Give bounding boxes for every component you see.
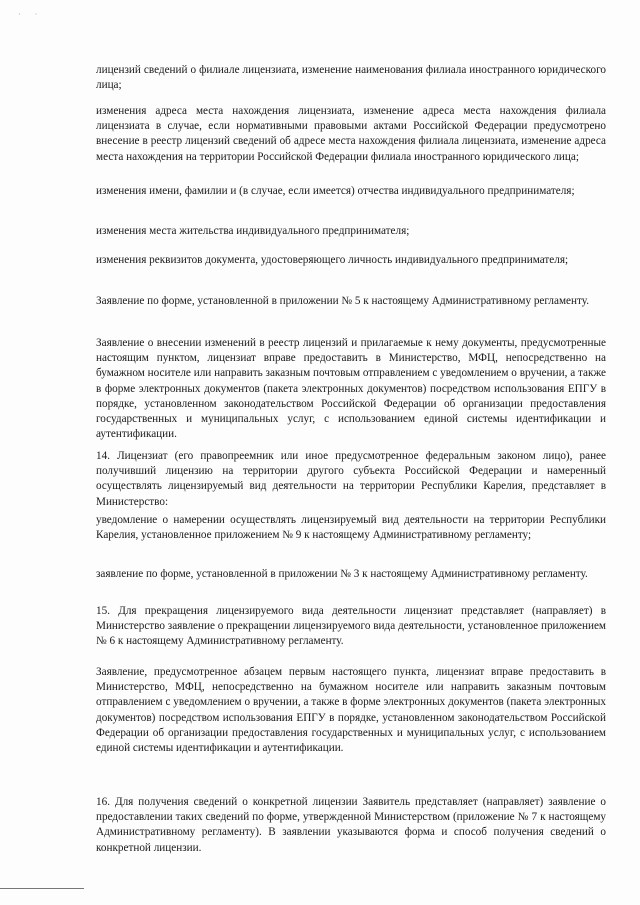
paragraph-4: изменения места жительства индивидуального предпринимателя; — [96, 225, 410, 237]
paragraph-8: 14. Лицензиат (его правопреемник или иное предусмотренное федеральным законом лицо), ранее получивший лицензию на территории другого субъекта Российской Федерации и намеренный осуществлять лицензируемый вид деятельности на территории Республики Карелия, представляет в Министерство: — [96, 450, 606, 508]
paragraph-11: 15. Для прекращения лицензируемого вида деятельности лицензиат представляет (направляет) в Министерство заявление о прекращении лицензируемого вида деятельности, установленное приложением № 6 к настоящему Административному регламенту. — [96, 605, 606, 648]
paragraph-13: 16. Для получения сведений о конкретной лицензии Заявитель представляет (направляет) заявление о предоставлении таких сведений по форме, утвержденной Министерством (приложение № 7 к настоящему Административному регламенту). В заявлении указываются форма и способ получения сведений о конкретной лицензии. — [96, 796, 606, 854]
paragraph-9: уведомление о намерении осуществлять лицензируемый вид деятельности на территории Республики Карелия, установленное приложением № 9 к настоящему Административному регламенту; — [96, 514, 606, 542]
paragraph-3: изменения имени, фамилии и (в случае, если имеется) отчества индивидуального предпринимателя; — [96, 185, 575, 197]
paragraph-6: Заявление по форме, установленной в приложении № 5 к настоящему Административному регламенту. — [96, 295, 590, 307]
paragraph-5: изменения реквизитов документа, удостоверяющего личность индивидуального предпринимателя; — [96, 254, 569, 266]
paragraph-10: заявление по форме, установленной в приложении № 3 к настоящему Административному регламенту. — [96, 568, 588, 580]
paragraph-1: лицензий сведений о филиале лицензиата, изменение наименования филиала иностранного юридического лица; — [96, 64, 606, 92]
scan-speck-mark: · · — [18, 10, 44, 19]
paragraph-2: изменения адреса места нахождения лицензиата, изменение адреса места нахождения филиала лицензиата в случае, если нормативными правовыми актами Российской Федерации предусмотрено внесение в реестр лицензий сведений об адресе места нахождения филиала лицензиата, изменение адреса места нахождения на территории Российской Федерации филиала иностранного юридического лица; — [96, 105, 606, 163]
paragraph-12: Заявление, предусмотренное абзацем первым настоящего пункта, лицензиат вправе предоставить в Министерство, МФЦ, непосредственно на бумажном носителе или направить заказным почтовым отправлением с уведомлением о вручении, а также в форме электронных документов (пакета электронных документов) посредством использования ЕПГУ в порядке, установленном законодательством Российской Федерации об организации предоставления государственных и муниципальных услуг, с использованием единой системы идентификации и аутентификации. — [96, 666, 606, 755]
paragraph-7: Заявление о внесении изменений в реестр лицензий и прилагаемые к нему документы, предусмотренные настоящим пунктом, лицензиат вправе предоставить в Министерство, МФЦ, непосредственно на бумажном носителе или направить заказным почтовым отправлением с уведомлением о вручении, а также в форме электронных документов (пакета электронных документов) посредством использования ЕПГУ в порядке, установленном законодательством Российской Федерации об организации предоставления государственных и муниципальных услуг, с использованием единой системы идентификации и аутентификации. — [96, 337, 606, 441]
scan-edge-line — [0, 888, 84, 889]
